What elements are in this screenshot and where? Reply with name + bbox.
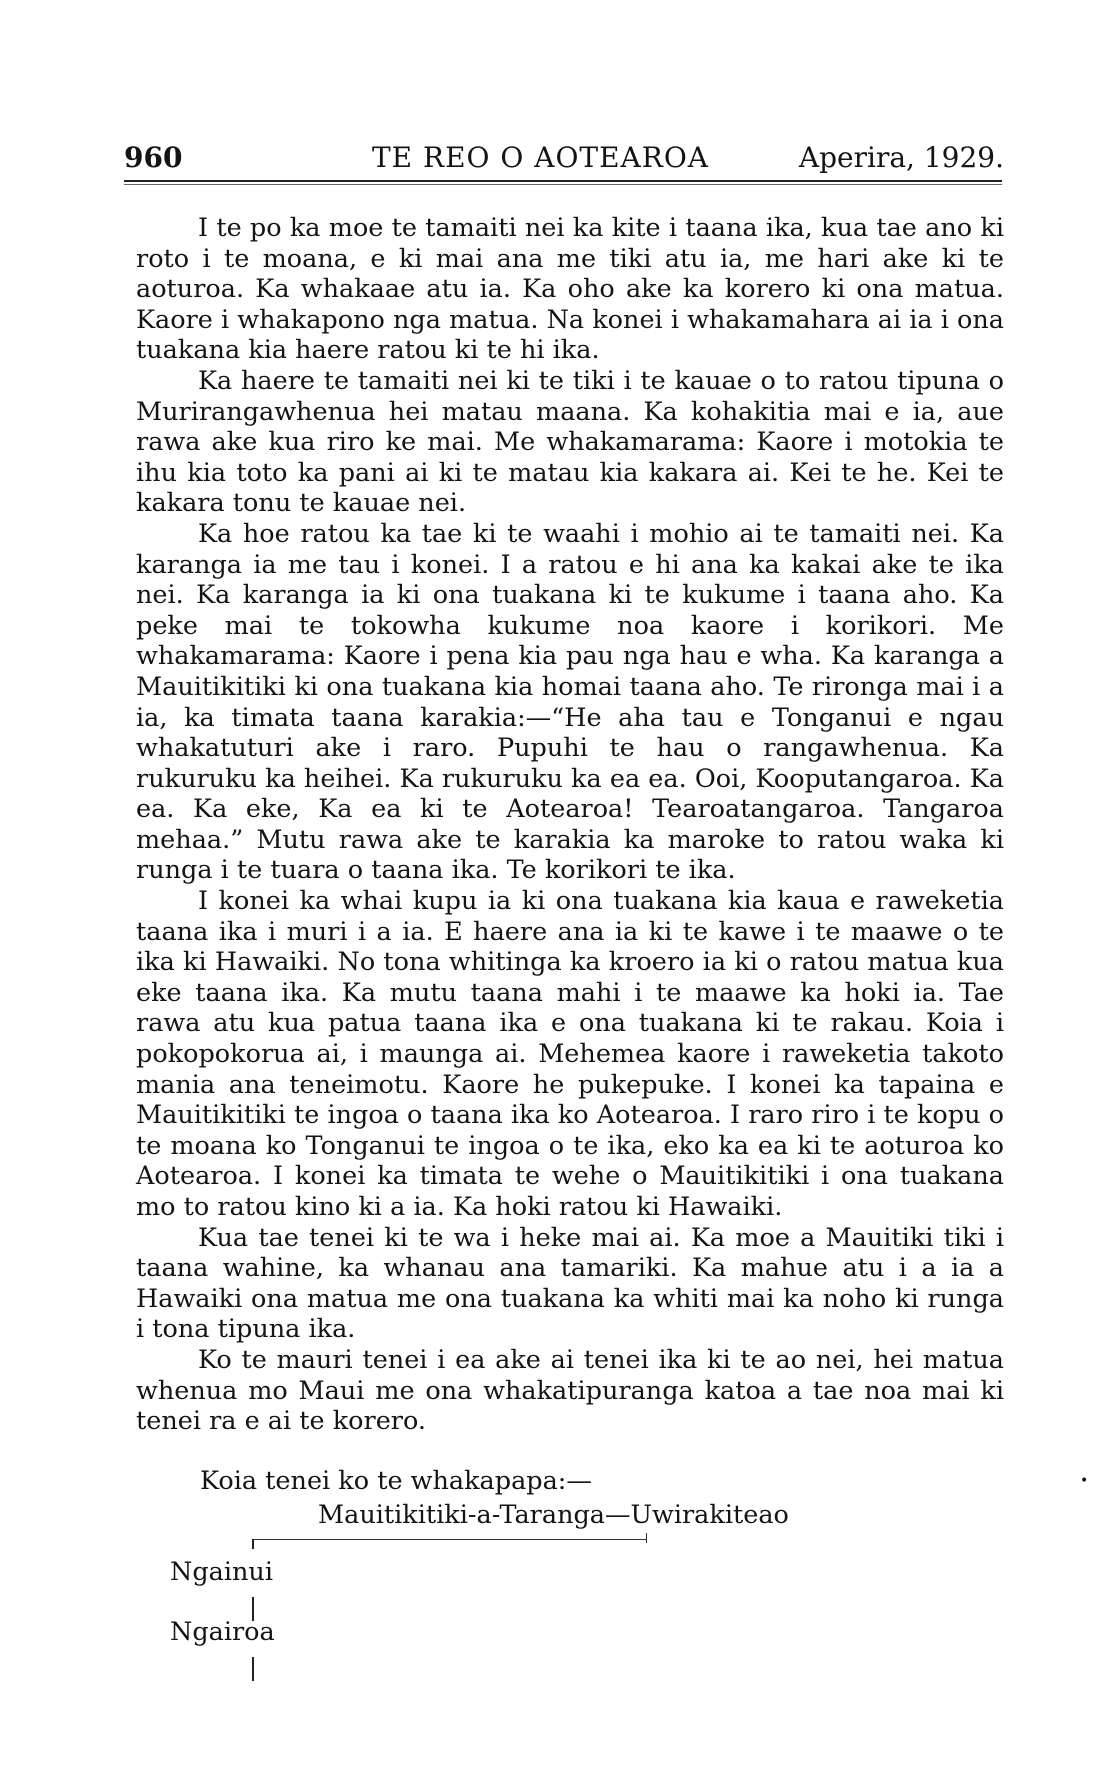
journal-title: TE REO O AOTEAROA [372,141,710,174]
paragraph-2: Ka haere te tamaiti nei ki te tiki i te kauae o to ratou tipuna o Murirangawhenua hei matau maana. Ka kohakitia mai e ia, aue rawa ake kua riro ke mai. Me whakamarama: Kaore i motokia te ihu kia toto ka pani ai ki te matau kia kakara ai. Kei te he. Kei te kakara tonu te kauae nei. [136,365,1004,519]
paragraph-3: Ka hoe ratou ka tae ki te waahi i mohio ai te tamaiti nei. Ka karanga ia me tau i konei. I a ratou e hi ana ka kakai ake te ika nei. Ka karanga ia ki ona tuakana ki te kukume i taana aho. Ka peke mai te tokowha kukume noa kaore i korikori. Me whakamarama: Kaore i pena kia pau nga hau e wha. Ka karanga a Mauitikitiki ki ona tuakana kia homai taana aho. Te rironga mai i a ia, ka timata taana karakia:—“He aha tau e Tonganui e ngau whakatuturi ake i raro. Pupuhi te hau o rangawhenua. Ka rukuruku ka heihei. Ka rukuruku ka ea ea. Ooi, Kooputangaroa. Ka ea. Ka eke, Ka ea ki te Aotearoa! Tearoatangaroa. Tangaroa mehaa.” Mutu rawa ake te karakia ka maroke to ratou waka ki runga i te tuara o taana ika. Te korikori te ika. [136,518,1004,886]
genealogy-connector-left [252,1539,254,1549]
margin-mark: • [1080,1473,1089,1489]
genealogy-name-ngainui: Ngainui [170,1557,273,1587]
genealogy-connector-2 [252,1657,254,1681]
header-rule [124,180,1002,182]
page-header [124,140,1004,176]
article-body [136,213,1004,1437]
paragraph-6: Ko te mauri tenei i ea ake ai tenei ika ki te ao nei, hei matua whenua mo Maui me ona whakatipuranga katoa a tae noa mai ki tenei ra e ai te korero. [136,1344,1004,1437]
genealogy-name-ngairoa: Ngairoa [170,1617,275,1647]
page-number: 960 [124,141,183,174]
issue-date: Aperira, 1929. [798,141,1004,174]
paragraph-1: I te po ka moe te tamaiti nei ka kite i taana ika, kua tae ano ki roto i te moana, e ki mai ana me tiki atu ia, me hari ake ki te aoturoa. Ka whakaae atu ia. Ka oho ake ka korero ki ona matua. Kaore i whakapono nga matua. Na konei i whakamahara ai ia i ona tuakana kia haere ratou ki te hi ika. [136,213,1004,366]
genealogy-line: Mauitikitiki-a-Taranga—Uwirakiteao [318,1500,789,1530]
paragraph-5: Kua tae tenei ki te wa i heke mai ai. Ka moe a Mauitiki tiki i taana wahine, ka whanau ana tamariki. Ka mahue atu i a ia a Hawaiki ona matua me ona tuakana ka whiti mai ka noho ki runga i tona tipuna ika. [136,1222,1004,1345]
genealogy-connector-right [646,1533,647,1543]
header-rule-secondary [124,184,1002,185]
genealogy-connector-horizontal [252,1539,647,1540]
genealogy-lead: Koia tenei ko te whakapapa:— [200,1466,592,1496]
paragraph-4: I konei ka whai kupu ia ki ona tuakana kia kaua e raweketia taana ika i muri i a ia. E haere ana ia ki te kawe i te maawe o te ika ki Hawaiki. No tona whitinga ka kroero ia ki o ratou matua kua eke taana ika. Ka mutu taana mahi i te maawe ka hoki ia. Tae rawa atu kua patua taana ika e ona tuakana ki te rakau. Koia i pokopokorua ai, i maunga ai. Mehemea kaore i raweketia takoto mania ana teneimotu. Kaore he pukepuke. I konei ka tapaina e Mauitikitiki te ingoa o taana ika ko Aotearoa. I raro riro i te kopu o te moana ko Tonganui te ingoa o te ika, eko ka ea ki te aoturoa ko Aotearoa. I konei ka timata te wehe o Mauitikitiki i ona tuakana mo to ratou kino ki a ia. Ka hoki ratou ki Hawaiki. [136,886,1004,1222]
